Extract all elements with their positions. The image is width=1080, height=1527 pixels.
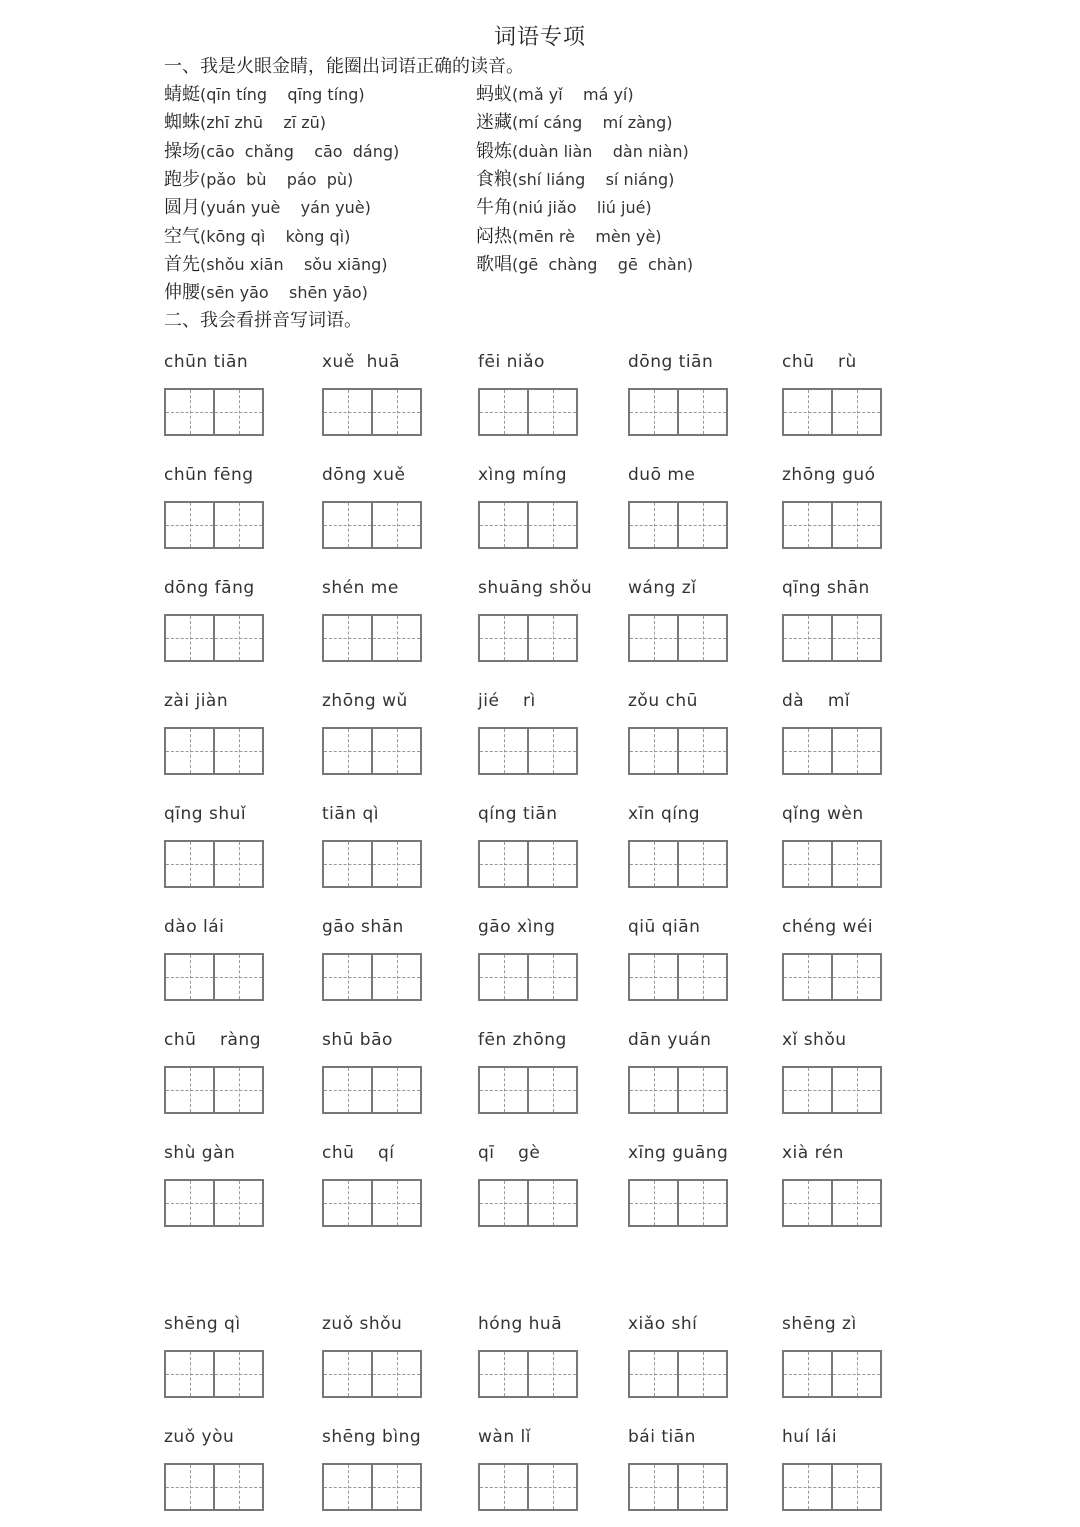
pinyin-options[interactable]: (mí cáng mí zàng) [512, 113, 673, 133]
reading-choice-item [476, 137, 689, 163]
pinyin-word-item [628, 350, 798, 374]
tianzige-cell[interactable] [371, 1068, 420, 1112]
pinyin-word-item [322, 1141, 492, 1165]
writing-grid[interactable] [322, 1179, 422, 1227]
tianzige-cell[interactable] [784, 390, 831, 434]
pinyin-word-item [628, 1425, 798, 1449]
tianzige-cell[interactable] [480, 1352, 527, 1396]
tianzige-cell[interactable] [480, 729, 527, 773]
writing-grid[interactable] [628, 1179, 728, 1227]
tianzige-cell[interactable] [831, 1352, 880, 1396]
reading-choice-item [164, 137, 399, 163]
pinyin-word-item [628, 689, 798, 713]
pinyin-label: shuāng shǒu [478, 578, 593, 598]
tianzige-cell[interactable] [213, 1181, 262, 1225]
pinyin-label: shēng bìng [322, 1427, 422, 1447]
pinyin-word-item [628, 1141, 798, 1165]
pinyin-word-item [782, 689, 952, 713]
writing-grid[interactable] [628, 953, 728, 1001]
writing-grid[interactable] [164, 1350, 264, 1398]
section-1-heading: 一、我是火眼金睛，能圈出词语正确的读音。 [164, 56, 524, 77]
writing-grid[interactable] [628, 388, 728, 436]
pinyin-word-item [322, 1425, 492, 1449]
tianzige-cell[interactable] [480, 390, 527, 434]
tianzige-cell[interactable] [784, 955, 831, 999]
pinyin-label: zhōng guó [782, 465, 876, 485]
tianzige-cell[interactable] [371, 1352, 420, 1396]
tianzige-cell[interactable] [527, 1352, 576, 1396]
writing-grid[interactable] [164, 501, 264, 549]
pinyin-word-item [322, 689, 492, 713]
tianzige-cell[interactable] [630, 842, 677, 886]
tianzige-cell[interactable] [324, 1352, 371, 1396]
pinyin-word-item [322, 802, 492, 826]
pinyin-label: chéng wéi [782, 917, 874, 937]
tianzige-cell[interactable] [324, 1181, 371, 1225]
tianzige-cell[interactable] [371, 729, 420, 773]
writing-grid[interactable] [478, 840, 578, 888]
pinyin-options[interactable]: (mǎ yǐ má yí) [512, 85, 634, 104]
writing-grid[interactable] [164, 1179, 264, 1227]
writing-grid[interactable] [782, 1463, 882, 1511]
tianzige-cell[interactable] [831, 390, 880, 434]
tianzige-cell[interactable] [527, 503, 576, 547]
section-2-heading: 二、我会看拼音写词语。 [164, 310, 362, 331]
tianzige-cell[interactable] [831, 955, 880, 999]
writing-grid[interactable] [782, 953, 882, 1001]
reading-choice-item [476, 193, 652, 219]
tianzige-cell[interactable] [166, 1181, 213, 1225]
tianzige-cell[interactable] [677, 955, 726, 999]
pinyin-options[interactable]: (shǒu xiān sǒu xiāng) [200, 254, 388, 274]
tianzige-cell[interactable] [677, 729, 726, 773]
pinyin-label: tiān qì [322, 804, 379, 824]
tianzige-cell[interactable] [831, 729, 880, 773]
writing-grid[interactable] [322, 953, 422, 1001]
reading-choice-item [476, 108, 672, 134]
writing-grid[interactable] [628, 501, 728, 549]
tianzige-cell[interactable] [371, 955, 420, 999]
pinyin-label: hóng huā [478, 1314, 563, 1334]
pinyin-label: zhōng wǔ [322, 691, 408, 711]
pinyin-word-item [628, 1028, 798, 1052]
tianzige-cell[interactable] [784, 729, 831, 773]
pinyin-label: zǒu chū [628, 691, 698, 711]
writing-grid[interactable] [478, 1066, 578, 1114]
tianzige-cell[interactable] [213, 955, 262, 999]
tianzige-cell[interactable] [213, 616, 262, 660]
tianzige-cell[interactable] [630, 616, 677, 660]
pinyin-word-item [164, 915, 334, 939]
pinyin-label: chūn fēng [164, 465, 254, 485]
tianzige-cell[interactable] [831, 503, 880, 547]
pinyin-options[interactable]: (shí liáng sí niáng) [512, 169, 675, 189]
pinyin-label: xīn qíng [628, 804, 701, 824]
tianzige-cell[interactable] [831, 1465, 880, 1509]
tianzige-cell[interactable] [371, 616, 420, 660]
word-characters: 食粮 [476, 168, 512, 190]
reading-choice-item [164, 222, 350, 248]
pinyin-word-item [782, 576, 952, 600]
tianzige-cell[interactable] [677, 1465, 726, 1509]
pinyin-word-item [478, 802, 648, 826]
word-characters: 跑步 [164, 168, 200, 190]
tianzige-cell[interactable] [630, 1352, 677, 1396]
pinyin-word-item [322, 915, 492, 939]
pinyin-options[interactable]: (pǎo bù páo pù) [200, 169, 354, 189]
pinyin-label: dān yuán [628, 1030, 712, 1050]
tianzige-cell[interactable] [480, 503, 527, 547]
tianzige-cell[interactable] [527, 955, 576, 999]
pinyin-label: chū qí [322, 1143, 395, 1163]
writing-grid[interactable] [322, 388, 422, 436]
pinyin-label: shēng qì [164, 1314, 241, 1334]
pinyin-label: huí lái [782, 1427, 838, 1447]
pinyin-label: gāo shān [322, 917, 404, 937]
writing-grid[interactable] [164, 614, 264, 662]
pinyin-label: fēi niǎo [478, 352, 545, 372]
reading-choice-item [164, 80, 365, 106]
writing-grid[interactable] [782, 501, 882, 549]
pinyin-word-item [478, 1028, 648, 1052]
pinyin-word-item [164, 1312, 334, 1336]
pinyin-word-item [628, 463, 798, 487]
tianzige-cell[interactable] [213, 1465, 262, 1509]
tianzige-cell[interactable] [480, 1181, 527, 1225]
word-characters: 歌唱 [476, 253, 512, 275]
writing-grid[interactable] [782, 388, 882, 436]
reading-choice-item [164, 193, 371, 219]
tianzige-cell[interactable] [527, 1068, 576, 1112]
pinyin-label: shū bāo [322, 1030, 393, 1050]
tianzige-cell[interactable] [677, 1181, 726, 1225]
pinyin-word-item [164, 802, 334, 826]
pinyin-word-item [628, 915, 798, 939]
reading-choice-item [476, 165, 674, 191]
writing-grid[interactable] [164, 1463, 264, 1511]
tianzige-cell[interactable] [480, 842, 527, 886]
tianzige-cell[interactable] [324, 1068, 371, 1112]
pinyin-label: dào lái [164, 917, 225, 937]
tianzige-cell[interactable] [784, 616, 831, 660]
word-characters: 牛角 [476, 197, 512, 219]
tianzige-cell[interactable] [677, 616, 726, 660]
pinyin-label: duō me [628, 465, 696, 485]
tianzige-cell[interactable] [166, 503, 213, 547]
pinyin-word-item [322, 463, 492, 487]
pinyin-label: zuǒ yòu [164, 1427, 235, 1447]
pinyin-word-item [782, 915, 952, 939]
tianzige-cell[interactable] [784, 842, 831, 886]
pinyin-word-item [322, 350, 492, 374]
writing-grid[interactable] [628, 1350, 728, 1398]
writing-grid[interactable] [164, 840, 264, 888]
pinyin-label: qiū qiān [628, 917, 701, 937]
pinyin-word-item [478, 350, 648, 374]
pinyin-options[interactable]: (niú jiǎo liú jué) [512, 198, 652, 218]
reading-choice-item [476, 222, 662, 248]
tianzige-cell[interactable] [213, 390, 262, 434]
pinyin-options[interactable]: (yuán yuè yán yuè) [200, 198, 371, 218]
tianzige-cell[interactable] [166, 729, 213, 773]
pinyin-label: dōng xuě [322, 465, 406, 485]
pinyin-word-item [164, 1028, 334, 1052]
pinyin-options[interactable]: (cāo chǎng cāo dáng) [200, 141, 400, 161]
tianzige-cell[interactable] [527, 390, 576, 434]
pinyin-label: dōng tiān [628, 352, 714, 372]
pinyin-label: xǐ shǒu [782, 1030, 847, 1050]
tianzige-cell[interactable] [371, 1465, 420, 1509]
pinyin-word-item [782, 1141, 952, 1165]
pinyin-label: bái tiān [628, 1427, 696, 1447]
tianzige-cell[interactable] [166, 1352, 213, 1396]
tianzige-cell[interactable] [630, 1465, 677, 1509]
pinyin-label: dà mǐ [782, 691, 851, 711]
pinyin-label: qī gè [478, 1143, 541, 1163]
pinyin-word-item [322, 1312, 492, 1336]
writing-grid[interactable] [782, 727, 882, 775]
reading-choice-item [164, 278, 368, 304]
pinyin-label: qīng shuǐ [164, 804, 247, 824]
tianzige-cell[interactable] [630, 955, 677, 999]
pinyin-word-item [782, 463, 952, 487]
tianzige-cell[interactable] [371, 1181, 420, 1225]
tianzige-cell[interactable] [527, 1181, 576, 1225]
tianzige-cell[interactable] [630, 1068, 677, 1112]
writing-grid[interactable] [478, 1350, 578, 1398]
tianzige-cell[interactable] [480, 1465, 527, 1509]
tianzige-cell[interactable] [166, 842, 213, 886]
writing-grid[interactable] [322, 1463, 422, 1511]
pinyin-options[interactable]: (gē chàng gē chàn) [512, 254, 694, 274]
tianzige-cell[interactable] [630, 503, 677, 547]
tianzige-cell[interactable] [324, 390, 371, 434]
pinyin-label: xuě huā [322, 352, 401, 372]
reading-choice-item [164, 108, 326, 134]
tianzige-cell[interactable] [831, 1181, 880, 1225]
tianzige-cell[interactable] [677, 390, 726, 434]
writing-grid[interactable] [164, 1066, 264, 1114]
word-characters: 闷热 [476, 225, 512, 247]
writing-grid[interactable] [478, 501, 578, 549]
writing-grid[interactable] [478, 953, 578, 1001]
tianzige-cell[interactable] [371, 842, 420, 886]
tianzige-cell[interactable] [213, 1068, 262, 1112]
pinyin-word-item [478, 1312, 648, 1336]
tianzige-cell[interactable] [527, 1465, 576, 1509]
writing-grid[interactable] [322, 614, 422, 662]
writing-grid[interactable] [322, 501, 422, 549]
pinyin-word-item [322, 576, 492, 600]
pinyin-word-item [478, 463, 648, 487]
tianzige-cell[interactable] [324, 1465, 371, 1509]
pinyin-options[interactable]: (qīn tíng qīng tíng) [200, 85, 365, 104]
tianzige-cell[interactable] [677, 1352, 726, 1396]
word-characters: 圆月 [164, 197, 200, 219]
pinyin-word-item [782, 1028, 952, 1052]
word-characters: 操场 [164, 140, 200, 162]
tianzige-cell[interactable] [166, 1465, 213, 1509]
reading-choice-item [164, 250, 388, 276]
pinyin-label: fēn zhōng [478, 1030, 567, 1050]
pinyin-label: dōng fāng [164, 578, 255, 598]
pinyin-word-item [164, 689, 334, 713]
tianzige-cell[interactable] [831, 616, 880, 660]
word-characters: 蜘蛛 [164, 112, 200, 134]
tianzige-cell[interactable] [166, 1068, 213, 1112]
tianzige-cell[interactable] [480, 955, 527, 999]
writing-grid[interactable] [478, 1463, 578, 1511]
pinyin-label: wáng zǐ [628, 578, 697, 598]
writing-grid[interactable] [322, 1066, 422, 1114]
pinyin-word-item [628, 1312, 798, 1336]
tianzige-cell[interactable] [784, 1068, 831, 1112]
tianzige-cell[interactable] [324, 842, 371, 886]
tianzige-cell[interactable] [166, 955, 213, 999]
pinyin-options[interactable]: (mēn rè mèn yè) [512, 226, 662, 246]
pinyin-word-item [782, 350, 952, 374]
pinyin-label: chū rù [782, 352, 857, 372]
pinyin-word-item [628, 802, 798, 826]
tianzige-cell[interactable] [324, 955, 371, 999]
writing-grid[interactable] [322, 727, 422, 775]
tianzige-cell[interactable] [831, 842, 880, 886]
tianzige-cell[interactable] [527, 729, 576, 773]
writing-grid[interactable] [322, 840, 422, 888]
pinyin-word-item [478, 915, 648, 939]
pinyin-word-item [478, 689, 648, 713]
tianzige-cell[interactable] [213, 729, 262, 773]
tianzige-cell[interactable] [677, 1068, 726, 1112]
pinyin-word-item [164, 576, 334, 600]
tianzige-cell[interactable] [784, 1465, 831, 1509]
tianzige-cell[interactable] [677, 842, 726, 886]
tianzige-cell[interactable] [480, 1068, 527, 1112]
writing-grid[interactable] [628, 840, 728, 888]
pinyin-label: wàn lǐ [478, 1427, 531, 1447]
writing-grid[interactable] [782, 1066, 882, 1114]
tianzige-cell[interactable] [784, 503, 831, 547]
tianzige-cell[interactable] [677, 503, 726, 547]
tianzige-cell[interactable] [527, 842, 576, 886]
pinyin-label: shēng zì [782, 1314, 857, 1334]
tianzige-cell[interactable] [213, 1352, 262, 1396]
pinyin-options[interactable]: (zhī zhū zī zū) [200, 113, 327, 133]
word-characters: 首先 [164, 253, 200, 275]
tianzige-cell[interactable] [480, 616, 527, 660]
pinyin-label: xià rén [782, 1143, 844, 1163]
pinyin-label: zài jiàn [164, 691, 229, 711]
writing-grid[interactable] [478, 727, 578, 775]
pinyin-word-item [164, 350, 334, 374]
pinyin-label: xīng guāng [628, 1143, 729, 1163]
tianzige-cell[interactable] [324, 616, 371, 660]
pinyin-word-item [164, 1425, 334, 1449]
writing-grid[interactable] [164, 953, 264, 1001]
writing-grid[interactable] [628, 1066, 728, 1114]
pinyin-label: gāo xìng [478, 917, 556, 937]
tianzige-cell[interactable] [213, 503, 262, 547]
pinyin-options[interactable]: (sēn yāo shēn yāo) [200, 283, 368, 303]
pinyin-label: shù gàn [164, 1143, 236, 1163]
word-characters: 锻炼 [476, 140, 512, 162]
pinyin-label: chūn tiān [164, 352, 249, 372]
tianzige-cell[interactable] [213, 842, 262, 886]
writing-grid[interactable] [164, 727, 264, 775]
pinyin-label: shén me [322, 578, 399, 598]
reading-choice-item [476, 250, 693, 276]
tianzige-cell[interactable] [630, 390, 677, 434]
word-characters: 蚂蚁 [476, 84, 512, 105]
tianzige-cell[interactable] [784, 1352, 831, 1396]
pinyin-options[interactable]: (duàn liàn dàn niàn) [512, 141, 689, 161]
word-characters: 迷藏 [476, 112, 512, 134]
writing-grid[interactable] [782, 1179, 882, 1227]
pinyin-word-item [628, 576, 798, 600]
pinyin-label: xiǎo shí [628, 1314, 698, 1334]
pinyin-options[interactable]: (kōng qì kòng qì) [200, 226, 351, 246]
word-characters: 蜻蜓 [164, 84, 200, 105]
tianzige-cell[interactable] [324, 503, 371, 547]
reading-choice-item [164, 165, 353, 191]
writing-grid[interactable] [478, 614, 578, 662]
tianzige-cell[interactable] [831, 1068, 880, 1112]
tianzige-cell[interactable] [371, 390, 420, 434]
pinyin-word-item [478, 1141, 648, 1165]
tianzige-cell[interactable] [324, 729, 371, 773]
pinyin-label: qíng tiān [478, 804, 558, 824]
tianzige-cell[interactable] [630, 1181, 677, 1225]
tianzige-cell[interactable] [527, 616, 576, 660]
word-characters: 空气 [164, 225, 200, 247]
pinyin-word-item [478, 1425, 648, 1449]
tianzige-cell[interactable] [371, 503, 420, 547]
tianzige-cell[interactable] [166, 616, 213, 660]
reading-choice-item [476, 80, 634, 106]
pinyin-word-item [782, 1312, 952, 1336]
pinyin-word-item [164, 1141, 334, 1165]
pinyin-word-item [322, 1028, 492, 1052]
pinyin-label: qīng shān [782, 578, 870, 598]
pinyin-label: chū ràng [164, 1030, 261, 1050]
writing-grid[interactable] [628, 727, 728, 775]
pinyin-word-item [782, 1425, 952, 1449]
tianzige-cell[interactable] [166, 390, 213, 434]
writing-grid[interactable] [322, 1350, 422, 1398]
writing-grid[interactable] [782, 840, 882, 888]
pinyin-label: xìng míng [478, 465, 568, 485]
tianzige-cell[interactable] [784, 1181, 831, 1225]
pinyin-label: qǐng wèn [782, 804, 864, 824]
writing-grid[interactable] [628, 614, 728, 662]
writing-grid[interactable] [478, 1179, 578, 1227]
writing-grid[interactable] [782, 614, 882, 662]
writing-grid[interactable] [164, 388, 264, 436]
page-title: 词语专项 [493, 25, 586, 50]
writing-grid[interactable] [628, 1463, 728, 1511]
pinyin-word-item [478, 576, 648, 600]
pinyin-label: zuǒ shǒu [322, 1314, 403, 1334]
pinyin-word-item [164, 463, 334, 487]
writing-grid[interactable] [478, 388, 578, 436]
writing-grid[interactable] [782, 1350, 882, 1398]
pinyin-label: jié rì [478, 691, 536, 711]
word-characters: 伸腰 [164, 282, 200, 304]
pinyin-word-item [782, 802, 952, 826]
tianzige-cell[interactable] [630, 729, 677, 773]
